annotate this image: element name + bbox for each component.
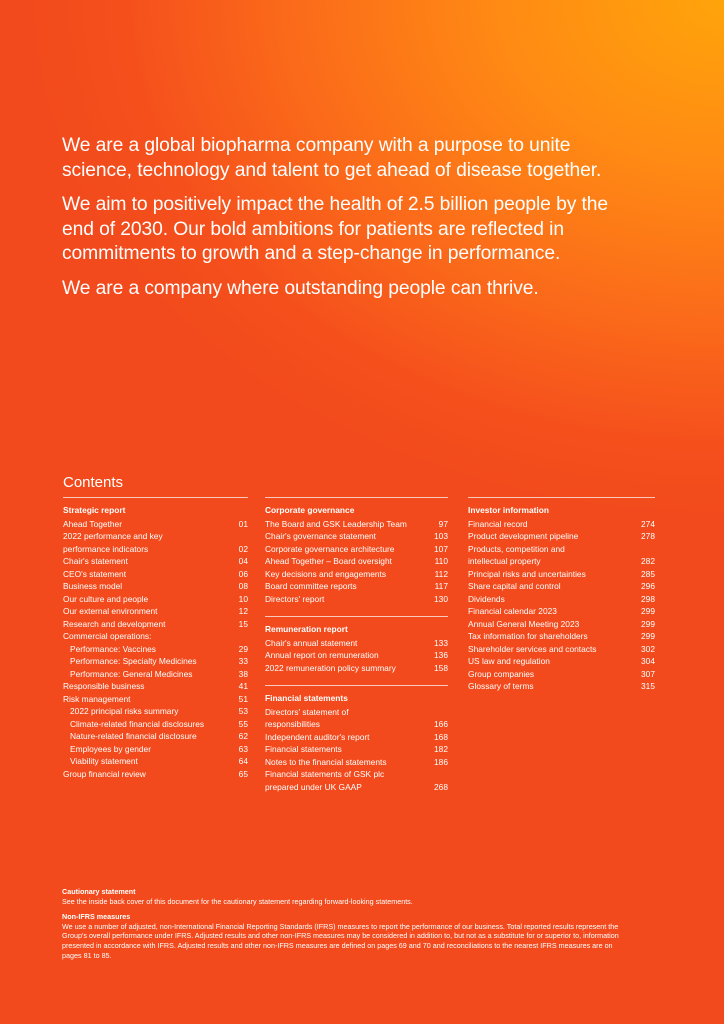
toc-entry-label: Our culture and people — [63, 593, 149, 604]
toc-entry-label: 2022 performance and key performance indicators — [63, 531, 163, 554]
toc-entry[interactable] — [468, 668, 655, 681]
toc-entry[interactable] — [265, 568, 448, 581]
toc-entry-label: Financial record — [468, 518, 528, 529]
toc-entry-page: 63 — [238, 743, 248, 754]
toc-entry-page: 282 — [641, 556, 655, 566]
toc-entry[interactable] — [468, 618, 655, 631]
toc-entry[interactable] — [63, 743, 248, 756]
toc-entry[interactable] — [63, 568, 248, 581]
toc-entry-page: 307 — [641, 668, 655, 679]
toc-entry-label: Performance: Specialty Medicines — [70, 656, 197, 666]
toc-entry[interactable] — [63, 680, 248, 693]
toc-entry-label: Key decisions and engagements — [265, 568, 387, 579]
toc-entry[interactable] — [265, 756, 448, 769]
cautionary-title: Cautionary statement — [62, 887, 136, 896]
toc-entry-label: Directors' report — [265, 593, 325, 604]
toc-entry-page: 278 — [641, 531, 655, 541]
toc-entry-label: The Board and GSK Leadership Team — [265, 518, 407, 529]
toc-entry-page: 107 — [434, 543, 448, 554]
toc-entry-page: 166 — [434, 719, 448, 729]
toc-entry-label: Nature-related financial disclosure — [70, 731, 197, 741]
toc-entry-page: 302 — [641, 643, 655, 654]
toc-entry-label: Risk management — [63, 693, 131, 704]
toc-entry[interactable] — [468, 530, 655, 543]
toc-entry[interactable] — [265, 530, 448, 543]
toc-entry-page: 55 — [238, 718, 248, 729]
toc-entry-label: Financial statements — [265, 744, 342, 754]
toc-entry[interactable] — [63, 755, 248, 768]
toc-section-title: Strategic report — [63, 505, 126, 515]
toc-entry-page: 117 — [434, 581, 448, 591]
toc-entry-label: US law and regulation — [468, 656, 550, 666]
toc-entry-page: 06 — [238, 568, 248, 579]
toc-entry[interactable] — [63, 530, 248, 555]
toc-entry-label: Corporate governance architecture — [265, 543, 395, 554]
toc-entry-label: Performance: Vaccines — [70, 643, 156, 654]
toc-entry-page: 62 — [238, 731, 248, 741]
toc-entry-label: Shareholder services and contacts — [468, 643, 597, 654]
contents-column-3 — [468, 497, 655, 704]
intro-paragraph-3: We are a company where outstanding people can thrive. — [62, 277, 539, 299]
toc-entry-page: 33 — [238, 656, 248, 666]
toc-entry-label: Chair's annual statement — [265, 637, 358, 648]
toc-entry-page: 01 — [238, 518, 248, 529]
toc-entry-page: 15 — [238, 618, 248, 629]
toc-entry-page: 103 — [434, 531, 448, 541]
toc-entry[interactable] — [265, 580, 448, 593]
toc-entry[interactable] — [63, 730, 248, 743]
toc-entry[interactable] — [468, 605, 655, 618]
toc-entry-label: Share capital and control — [468, 581, 561, 591]
non-ifrs-body: We use a number of adjusted, non-International Financial Reporting Standards (IFRS) measures to report the performance of our business. Total reported results represent the Group's overall performance under IFRS. Adjusted results and other non-IFRS measures may be considered in addition to, but not as a substitute for or superior to, information presented in accordance with IFRS. Adjusted results and other non-IFRS measures are defined on pages 69 and 70 and reconciliations to the nearest IFRS measures are on pages 81 to 85. — [62, 921, 619, 960]
toc-entry-label: Financial statements of GSK plc prepared under UK GAAP — [265, 769, 385, 792]
toc-entry-page: 64 — [238, 756, 248, 766]
toc-entry[interactable] — [265, 543, 448, 556]
toc-entry[interactable] — [265, 768, 448, 793]
toc-entry-label: Tax information for shareholders — [468, 631, 588, 641]
toc-entry-label: Research and development — [63, 618, 166, 629]
toc-entry-label: 2022 remuneration policy summary — [265, 662, 396, 673]
toc-entry[interactable] — [63, 668, 248, 681]
toc-entry-page: 168 — [434, 731, 448, 742]
toc-entry-label: Notes to the financial statements — [265, 756, 387, 767]
toc-entry-page: 65 — [238, 768, 248, 779]
toc-entry-page: 182 — [434, 744, 448, 754]
toc-entry[interactable] — [468, 655, 655, 668]
toc-entry[interactable] — [265, 555, 448, 568]
toc-entry-label: Annual report on remuneration — [265, 650, 379, 660]
contents-column-1 — [63, 497, 248, 791]
toc-entry[interactable] — [63, 768, 248, 781]
toc-entry-page: 110 — [434, 556, 448, 566]
toc-entry[interactable] — [63, 580, 248, 593]
non-ifrs-title: Non-IFRS measures — [62, 912, 131, 922]
toc-entry-page: 130 — [434, 593, 448, 604]
toc-entry[interactable] — [265, 637, 448, 650]
toc-entry-page: 53 — [238, 706, 248, 716]
toc-entry-label: Viability statement — [70, 756, 138, 766]
toc-entry-page: 298 — [641, 593, 655, 604]
intro-paragraph-2: We aim to positively impact the health of 2.5 billion people by the end of 2030. Our bold ambitions for patients are reflected in commitments to growth and a step-change in performance. — [62, 194, 608, 264]
toc-entry-label: Climate-related financial disclosures — [70, 718, 205, 729]
toc-entry[interactable] — [468, 643, 655, 656]
toc-entry-page: 299 — [641, 606, 655, 616]
toc-section-remuneration — [265, 616, 448, 674]
toc-entry-label: Group companies — [468, 668, 535, 679]
toc-entry-page: 12 — [238, 606, 248, 616]
toc-entry-page: 315 — [641, 681, 655, 691]
toc-entry[interactable] — [63, 643, 248, 656]
toc-entry-label: Directors' statement of responsibilities — [265, 706, 349, 729]
toc-entry[interactable] — [265, 743, 448, 756]
toc-section-title: Investor information — [468, 505, 549, 515]
toc-entry[interactable] — [265, 662, 448, 675]
toc-entry-page: 296 — [641, 581, 655, 591]
toc-entry[interactable] — [63, 618, 248, 631]
toc-entry-page: 29 — [238, 643, 248, 654]
toc-entry[interactable] — [468, 518, 655, 531]
toc-entry-page: 304 — [641, 656, 655, 666]
toc-entry-label: Dividends — [468, 593, 505, 604]
toc-entry-label: Ahead Together — [63, 518, 122, 529]
toc-entry[interactable] — [63, 630, 248, 643]
toc-entry-label: Chair's governance statement — [265, 531, 376, 541]
toc-entry[interactable] — [63, 593, 248, 606]
toc-section-title: Corporate governance — [265, 505, 355, 515]
toc-entry[interactable] — [63, 605, 248, 618]
toc-section-financial — [265, 685, 448, 793]
intro-paragraph-1: We are a global biopharma company with a purpose to unite science, technology and talent to get ahead of disease together. — [62, 135, 602, 181]
toc-entry-page: 41 — [238, 681, 248, 691]
toc-section-investor — [468, 497, 655, 693]
toc-entry-label: CEO's statement — [63, 568, 127, 579]
toc-entry-label: Independent auditor's report — [265, 731, 370, 742]
toc-entry[interactable] — [265, 518, 448, 531]
toc-entry[interactable] — [63, 718, 248, 731]
toc-entry-label: Product development pipeline — [468, 531, 579, 541]
footer-notes — [62, 887, 622, 966]
toc-entry-page: 136 — [434, 650, 448, 660]
toc-entry-page: 38 — [238, 668, 248, 679]
cautionary-body: See the inside back cover of this document for the cautionary statement regarding forward-looking statements. — [62, 896, 413, 906]
toc-entry-label: Responsible business — [63, 681, 145, 691]
toc-entry-page: 186 — [434, 756, 448, 767]
toc-section-strategic — [63, 497, 248, 780]
contents-heading: Contents — [63, 474, 124, 491]
toc-entry-page: 04 — [238, 556, 248, 566]
toc-entry-label: Glossary of terms — [468, 681, 534, 691]
toc-entry-page: 299 — [641, 618, 655, 629]
toc-entry[interactable] — [468, 593, 655, 606]
toc-section-title: Remuneration report — [265, 624, 348, 634]
toc-section-governance — [265, 497, 448, 605]
contents-column-2 — [265, 497, 448, 804]
toc-entry-label: Principal risks and uncertainties — [468, 568, 586, 579]
toc-entry[interactable] — [468, 630, 655, 643]
toc-entry-label: Chair's statement — [63, 556, 128, 566]
toc-entry-label: Employees by gender — [70, 743, 152, 754]
toc-entry[interactable] — [63, 555, 248, 568]
toc-entry-page: 97 — [438, 518, 448, 529]
toc-entry[interactable] — [63, 705, 248, 718]
toc-entry-label: Products, competition and intellectual property — [468, 543, 565, 566]
toc-entry-page: 268 — [434, 781, 448, 792]
toc-entry-page: 02 — [238, 543, 248, 554]
toc-entry-label: Ahead Together – Board oversight — [265, 556, 392, 566]
toc-entry[interactable] — [265, 706, 448, 731]
toc-entry-label: 2022 principal risks summary — [70, 706, 179, 716]
toc-entry-page: 158 — [434, 662, 448, 673]
toc-entry[interactable] — [265, 731, 448, 744]
toc-entry[interactable] — [468, 543, 655, 568]
toc-entry[interactable] — [265, 593, 448, 606]
purpose-statement — [62, 134, 622, 311]
toc-section-title: Financial statements — [265, 693, 348, 703]
toc-entry-page: 112 — [434, 568, 448, 579]
toc-entry[interactable] — [468, 580, 655, 593]
toc-entry[interactable] — [265, 649, 448, 662]
toc-entry-page: 274 — [641, 518, 655, 529]
toc-entry[interactable] — [63, 655, 248, 668]
toc-entry-page: 299 — [641, 631, 655, 641]
toc-entry[interactable] — [63, 518, 248, 531]
toc-entry-label: Annual General Meeting 2023 — [468, 618, 580, 629]
toc-entry-page: 10 — [238, 593, 248, 604]
toc-entry-label: Financial calendar 2023 — [468, 606, 557, 616]
toc-entry-page: 133 — [434, 637, 448, 648]
toc-entry[interactable] — [468, 568, 655, 581]
toc-entry-page: 08 — [238, 581, 248, 591]
toc-entry[interactable] — [63, 693, 248, 706]
toc-entry-label: Board committee reports — [265, 581, 357, 591]
toc-entry-label: Our external environment — [63, 606, 158, 616]
toc-entry-label: Commercial operations: — [63, 631, 152, 641]
toc-entry-label: Business model — [63, 581, 123, 591]
toc-entry[interactable] — [468, 680, 655, 693]
toc-entry-page: 51 — [238, 693, 248, 704]
toc-entry-label: Performance: General Medicines — [70, 668, 193, 679]
toc-entry-page: 285 — [641, 568, 655, 579]
toc-entry-label: Group financial review — [63, 768, 146, 779]
